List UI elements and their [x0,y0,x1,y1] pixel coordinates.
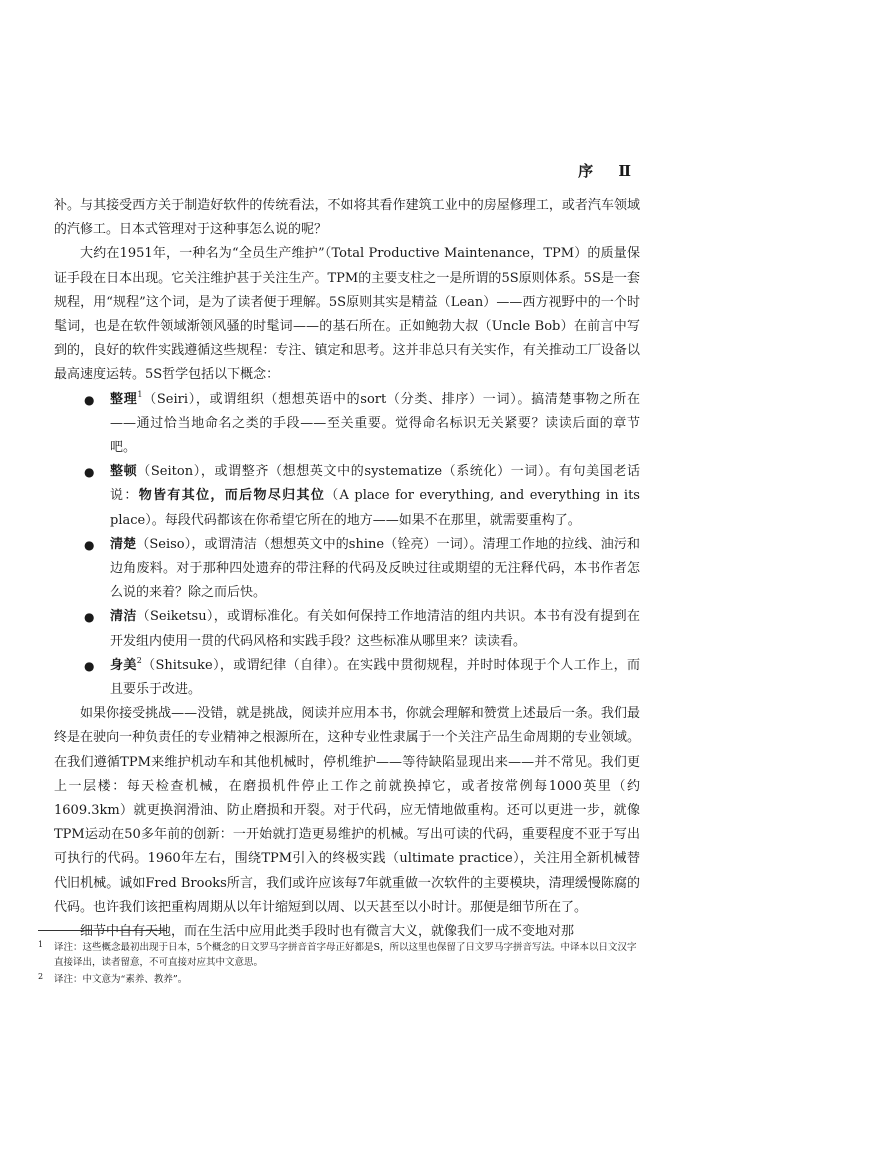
bullet-icon: ● [84,465,95,480]
paragraph-tpm: 大约在1951年，一种名为“全员生产维护”（Total Productive Maintenance，TPM）的质量保证手段在日本出现。它关注维护甚于关注生产。TPM的主要支柱之一是所谓的5S原则体系。5S是一套规程，用“规程”这个词，是为了读者便于理解。5S原则其实是精益（Lean）——西方视野中的一个时髦词，也是在软件领域渐领风骚的时髦词——的基石所在。正如鲍勃大叔（Uncle Bob）在前言中写到的，良好的软件实践遵循这些规程：专注、镇定和思考。这并非总只有关实作，有关推动工厂设备以最高速度运转。5S哲学包括以下概念： [54,246,640,383]
item-text: （Shitsuke），或谓纪律（自律）。在实践中贯彻规程，并时时体现于个人工作上，而且要乐于改进。 [110,657,640,698]
footnote-text: 译注：中文意为“素养、教养”。 [54,974,188,985]
item-text: （Seiso），或谓清洁（想想英文中的shine（铨亮）一词）。清理工作地的拉线、油污和边角废料。对于那种四处遗弃的带注释的代码及反映过往或期望的无注释代码，本书作者怎么说的来着？除之而后快。 [110,536,640,601]
item-text: （Seiton），或谓整齐（想想英文中的systematize（系统化）一词）。有句美国老话说： [110,464,640,504]
footnote-ref-2[interactable]: 2 [136,655,142,665]
footnotes [38,938,642,988]
running-head: 序 Ⅱ [578,162,641,180]
footnote-ref-1[interactable]: 1 [137,389,143,399]
footnote-divider [38,930,166,931]
footnote-1 [38,938,642,970]
list-item-shitsuke [54,654,640,702]
item-text: （Seiri），或谓组织（想想英语中的sort（分类、排序）一词）。搞清楚事物之所在——通过恰当地命名之类的手段——至关重要。觉得命名标识无关紧要？读读后面的章节吧。 [110,391,640,456]
five-s-list [54,388,640,703]
item-text: （Seiketsu），或谓标准化。有关如何保持工作地清洁的组内共识。本书有没有提到在开发组内使用一贯的代码风格和实践手段？这些标准从哪里来？读读看。 [110,609,640,649]
list-item-seiton [54,460,640,533]
footnote-mark: 2 [38,972,44,981]
term-shitsuke: 身美 [110,657,137,673]
bullet-icon: ● [84,392,95,407]
paragraph-continuation: 补。与其接受西方关于制造好软件的传统看法，不如将其看作建筑工业中的房屋修理工，或者汽车领域的汽修工。日本式管理对于这种事怎么说的呢？ [54,198,640,238]
bullet-icon: ● [84,658,95,673]
list-item-seiketsu [54,605,640,653]
item-text-continued: （A place for everything, and everything in its place）。每段代码都该在你希望它所在的地方——如果不在那里，就需要重构了。 [110,488,640,528]
bullet-icon: ● [84,537,95,552]
list-item-seiri [54,388,640,461]
bullet-icon: ● [84,610,95,625]
item-proverb: 物皆有其位，而后物尽归其位 [138,488,326,504]
term-seiri: 整理 [110,391,138,407]
body-text [54,194,640,944]
paragraph-details: 细节中自有天地，而在生活中应用此类手段时也有微言大义，就像我们一成不变地对那 [80,924,575,940]
paragraph-challenge: 如果你接受挑战——没错，就是挑战，阅读并应用本书，你就会理解和赞赏上述最后一条。我们最终是在驶向一种负责任的专业精神之根源所在，这种专业性隶属于一个关注产品生命周期的专业领域。在我们遵循TPM来维护机动车和其他机械时，停机维护——等待缺陷显现出来——并不常见。我们更上一层楼：每天检查机械，在磨损机件停止工作之前就换掉它，或者按常例每1000英里（约1609.3km）就更换润滑油、防止磨损和开裂。对于代码，应无情地做重构。还可以更进一步，就像TPM运动在50多年前的创新：一开始就打造更易维护的机械。写出可读的代码，重要程度不亚于写出可执行的代码。1960年左右，围绕TPM引入的终极实践（ultimate practice），关注用全新机械替代旧机械。诚如Fred Brooks所言，我们或许应该每7年就重做一次软件的主要模块，清理缓慢陈腐的代码。也许我们该把重构周期从以年计缩短到以周、以天甚至以小时计。那便是细节所在了。 [54,706,640,915]
term-seiketsu: 清洁 [110,609,137,625]
footnote-mark: 1 [38,940,44,949]
term-seiso: 清楚 [110,536,137,552]
footnote-text: 译注：这些概念最初出现于日本，5个概念的日文罗马字拼音首字母正好都是S，所以这里也保留了日文罗马字拼音写法。中译本以日文汉字直接译出，读者留意，不可直接对应其中文意思。 [54,942,637,968]
term-seiton: 整顿 [110,464,138,480]
list-item-seiso [54,533,640,606]
footnote-2 [38,970,642,988]
